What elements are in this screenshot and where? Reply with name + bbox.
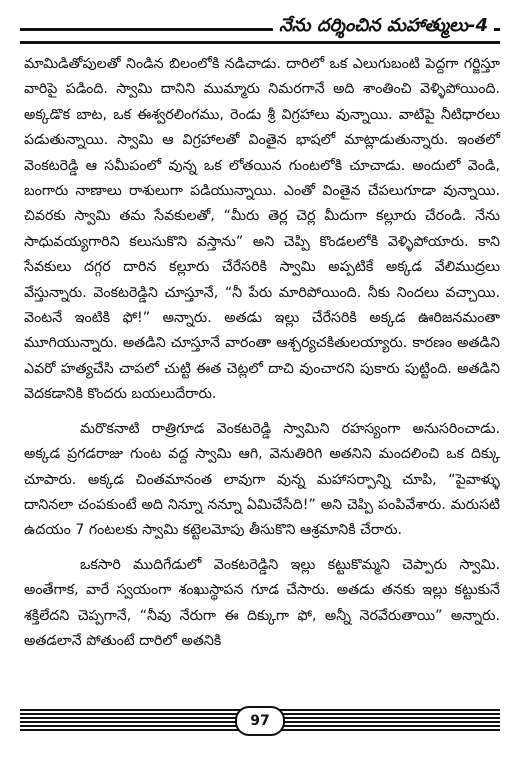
- running-header: [20, 14, 500, 46]
- page-number: 97: [235, 706, 285, 736]
- book-title: నేను దర్శించిన మహాత్ములు-4: [273, 15, 494, 40]
- page-footer: [20, 706, 500, 736]
- body-paragraph: మామిడితోపులతో నిండిన బిలంలోకి నడిచాడు. దారిలో ఒక ఎలుగుబంటి పెద్దగా గర్జిస్తూ వారిపై పడింది. స్వామి దానిని ముమ్మారు నిమరగానే అది శాంతించి వెళ్ళిపోయింది. అక్కడొక బాట, ఒక ఈశ్వరలింగము, రెండు శ్రీ విగ్రహాలు వున్నాయి. వాటిపై నీటిధారలు పడుతున్నాయి. స్వామి ఆ విగ్రహాలతో వింతైన భాషలో మాట్లాడుతున్నారు. ఇంతలో వెంకటరెడ్డి ఆ సమీపంలో వున్న ఒక లోతయిన గుంటలోకి చూచాడు. అందులో వెండి, బంగారు నాణాలు రాశులుగా పడియున్నాయి. ఎంతో వింతైన చేపలుగూడా వున్నాయి. చివరకు స్వామి తమ సేవకులతో, “మీరు తెర్ల చెర్ల మీదుగా కల్లూరు చేరండి. నేను సాధువయ్యగారిని కలుసుకొని వస్తాను” అని చెప్పి కొండలలోకి వెళ్ళిపోయారు. కాని సేవకులు దగ్గర దారిన కల్లూరు చేరేసరికి స్వామి అప్పటికే అక్కడ వేలిముద్రలు వేస్తున్నారు. వెంకటరెడ్డిని చూస్తూనే, “నీ పేరు మారిపోయింది. నీకు నిందలు వచ్చాయి. వెంటనే ఇంటికి ఫో!” అన్నారు. అతడు ఇల్లు చేరేసరికి అక్కడ ఊరిజనమంతా మూగియున్నారు. అతడిని చూస్తూనే వారంతా ఆశ్చర్యచకితులయ్యారు. కారణం అతడిని ఎవరో హత్యచేసి చాపలో చుట్టి ఈత చెట్లలో దాచి వుంచారని పుకారు పుట్టింది. అతడిని వెదకడానికి కొందరు బయలుదేరారు.: [24, 56, 500, 403]
- body-paragraph: ఒకసారి ముదిగేడులో వెంకటరెడ్డిని ఇల్లు కట్టుకొమ్మని చెప్పారు స్వామి. అంతేగాక, వారే స్వయంగా శంఖుస్థాపన గూడ చేసారు. అతడు తనకు ఇల్లు కట్టుకునే శక్తిలేదని చెప్పగానే, “నీవు నేరుగా ఈ దిక్కుగా ఫో, అన్నీ నెరవేరుతాయి” అన్నారు. అతడలానే పోతుంటే దారిలో అతనికి: [24, 556, 500, 649]
- page-body: [24, 52, 500, 663]
- body-paragraph: మరొకనాటి రాత్రిగూడ వెంకటరెడ్డి స్వామిని రహస్యంగా అనుసరించాడు. అక్కడ ప్రగడరాజు గుంట వద్ద స్వామి ఆగి, వెనుతిరిగి అతనిని మందలించి ఒక దిక్కు చూపారు. అక్కడ చింతమానంత లావుగా వున్న మహాసర్పాన్ని చూపి, “పైవాళ్ళు దానినలా చంపకుంటే అది నిన్నూ నన్నూ ఏమిచేసేది!” అని చెప్పి పంపివేశారు. మరుసటి ఉదయం 7 గంటలకు స్వామి కట్టెలమోపు తీసుకొని ఆశ్రమానికి చేరారు.: [24, 420, 500, 539]
